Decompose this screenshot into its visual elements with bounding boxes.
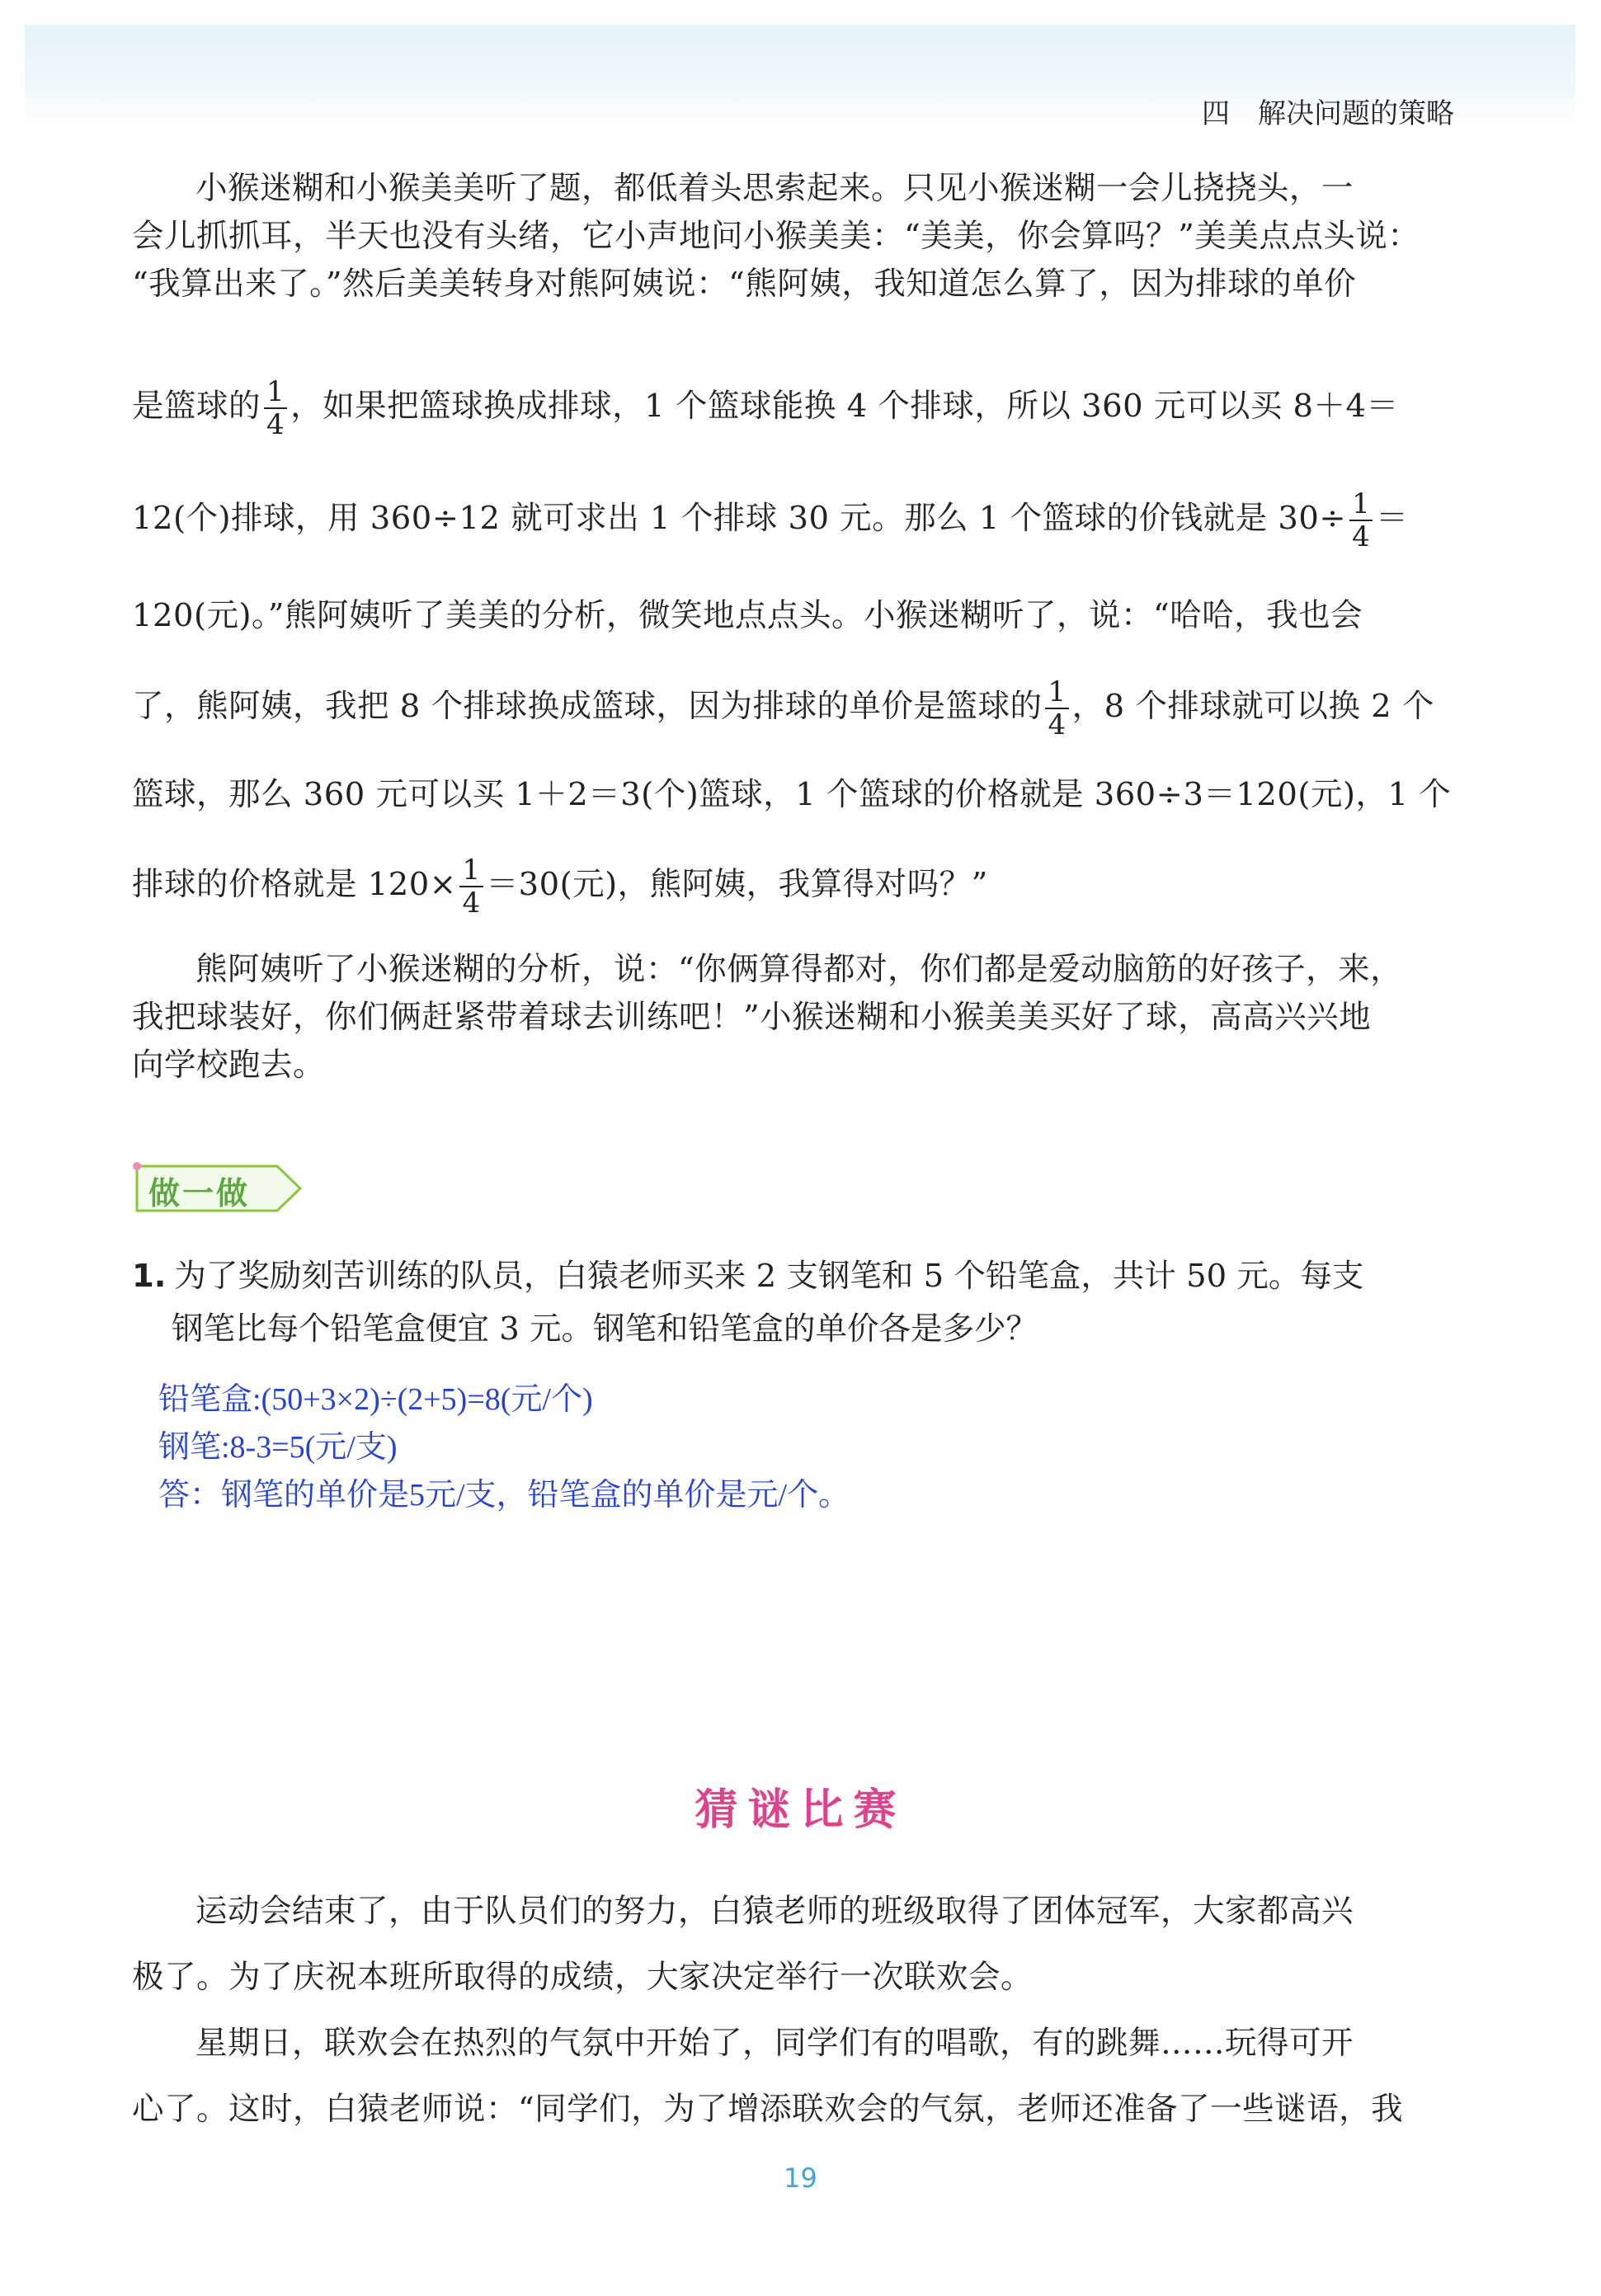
story-line-fraction [132, 854, 1450, 919]
story-line: 熊阿姨听了小猴迷糊的分析，说：“你俩算得都对，你们都是爱动脑筋的好孩子，来， [195, 951, 1403, 988]
answer-line: 答：钢笔的单价是5元/支，铅笔盒的单价是元/个。 [158, 1478, 850, 1513]
story-line: 我把球装好，你们俩赶紧带着球去训练吧！”小猴迷糊和小猴美美买好了球，高高兴兴地 [132, 999, 1372, 1036]
story-text: ，如果把篮球换成排球，1 个篮球能换 4 个排球，所以 360 元可以买 8＋4＝ [290, 388, 1399, 425]
section-line: 运动会结束了，由于队员们的努力，白猿老师的班级取得了团体冠军，大家都高兴 [195, 1893, 1354, 1930]
question-text: 钢笔比每个铅笔盒便宜 3 元。钢笔和铅笔盒的单价各是多少？ [172, 1310, 1038, 1348]
story-line: 小猴迷糊和小猴美美听了题，都低着头思索起来。只见小猴迷糊一会儿挠挠头，一 [195, 170, 1354, 207]
story-text: ＝30(元)，熊阿姨，我算得对吗？” [486, 866, 988, 903]
question-1 [132, 1250, 1450, 1356]
fraction-one-quarter: $\frac{1}{4}$ [264, 376, 287, 440]
section-line: 极了。为了庆祝本班所取得的成绩，大家决定举行一次联欢会。 [132, 1959, 1034, 1996]
answer-block [158, 1376, 850, 1519]
story-line-fraction [132, 376, 1450, 440]
story-text: 排球的价格就是 120× [132, 866, 457, 903]
story-line: 篮球，那么 360 元可以买 1＋2＝3(个)篮球，1 个篮球的价格就是 360÷3＝120(元)，1 个 [132, 776, 1452, 813]
story-line: “我算出来了。”然后美美转身对熊阿姨说：“熊阿姨，我知道怎么算了，因为排球的单价 [132, 266, 1357, 303]
fraction-one-quarter: $\frac{1}{4}$ [1045, 676, 1068, 741]
story-block [132, 165, 1450, 308]
story-line: 会儿抓抓耳，半天也没有头绪，它小声地问小猴美美：“美美，你会算吗？”美美点点头说： [132, 218, 1420, 255]
chapter-heading: 四 解决问题的策略 [1202, 97, 1454, 130]
story-text: 12(个)排球，用 360÷12 就可求出 1 个排球 30 元。那么 1 个篮球的价钱就是 30÷ [132, 500, 1347, 537]
section-title: 猜谜比赛 [695, 1786, 906, 1835]
practice-tag-label: 做一做 [148, 1175, 251, 1212]
question-text: 为了奖励刻苦训练的队员，白猿老师买来 2 支钢笔和 5 个铅笔盒，共计 50 元。每支 [174, 1258, 1364, 1295]
question-number: 1. [132, 1258, 167, 1295]
story-line: 向学校跑去。 [132, 1047, 326, 1084]
story-line: 120(元)。”熊阿姨听了美美的分析，微笑地点点头。小猴迷糊听了，说：“哈哈，我也会 [132, 597, 1363, 634]
answer-line: 铅笔盒:(50+3×2)÷(2+5)=8(元/个) [158, 1382, 593, 1417]
story-line-fraction [132, 676, 1450, 741]
page-number: 19 [784, 2162, 817, 2194]
answer-line: 钢笔:8-3=5(元/支) [158, 1430, 398, 1465]
practice-tag [132, 1161, 305, 1216]
section-line: 星期日，联欢会在热烈的气氛中开始了，同学们有的唱歌，有的跳舞……玩得可开 [195, 2025, 1354, 2062]
section-line: 心了。这时，白猿老师说：“同学们，为了增添联欢会的气氛，老师还准备了一些谜语，我 [132, 2091, 1404, 2128]
story-text: ，8 个排球就可以换 2 个 [1071, 688, 1434, 725]
story-text: ＝ [1376, 500, 1409, 537]
story-line-fraction [132, 488, 1450, 553]
section-body [132, 1879, 1450, 2143]
fraction-one-quarter: $\frac{1}{4}$ [1349, 488, 1373, 553]
fraction-one-quarter: $\frac{1}{4}$ [459, 854, 483, 919]
story-paragraph [132, 946, 1450, 1089]
story-text: 是篮球的 [132, 388, 261, 425]
story-text: 了，熊阿姨，我把 8 个排球换成篮球，因为排球的单价是篮球的 [132, 688, 1043, 725]
